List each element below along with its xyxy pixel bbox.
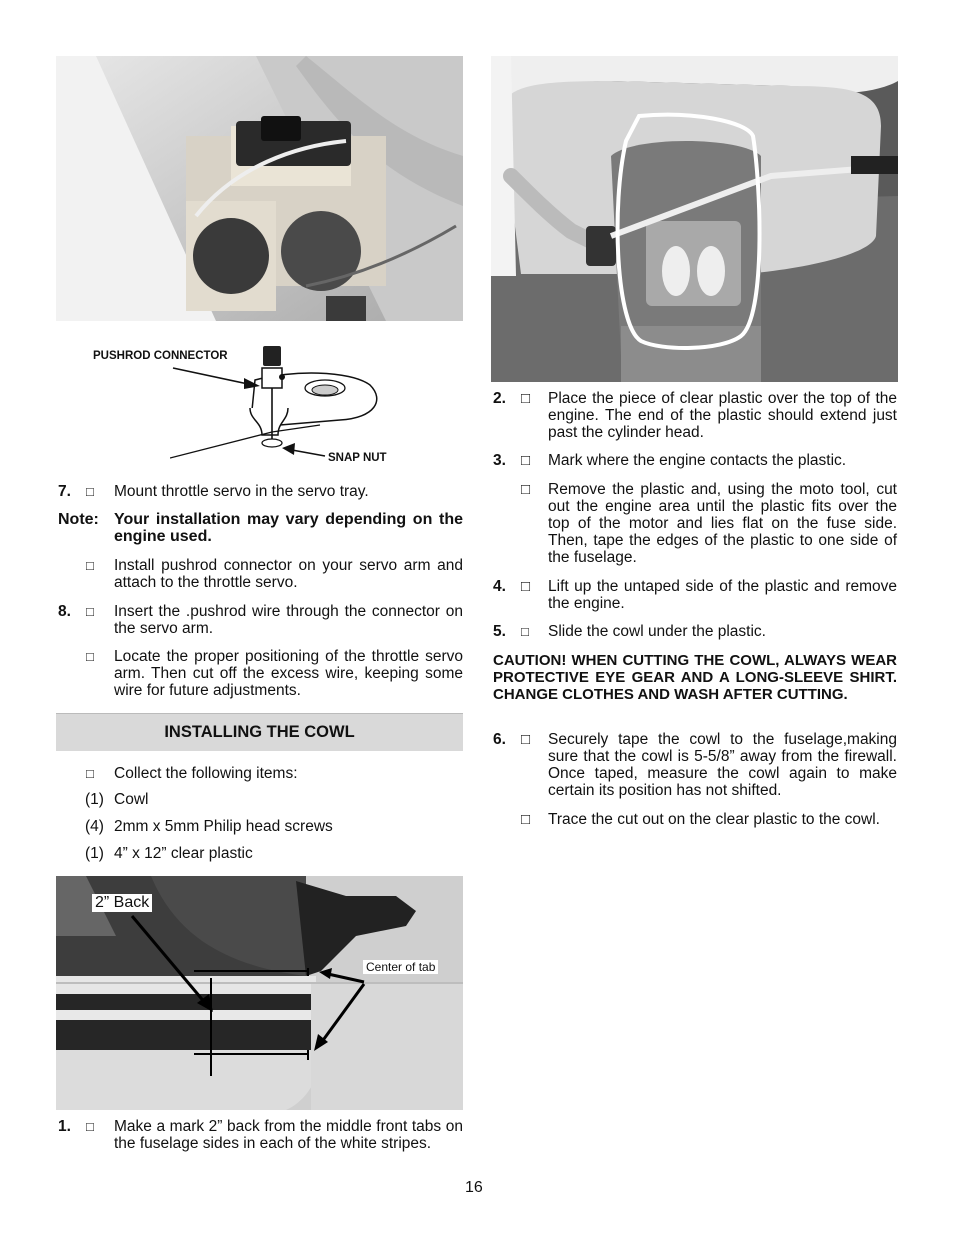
note-text: Your installation may vary depending on the engine used. [114,511,463,545]
step-3 [493,452,897,469]
checkbox-icon[interactable]: □ [86,558,94,573]
step-text: Insert the .pushrod wire through the connector on the servo arm. [114,603,463,637]
locate-step [58,648,463,699]
collect-step [58,765,463,782]
checkbox-icon[interactable]: □ [521,811,531,828]
step-2 [493,390,897,441]
pushrod-connector-diagram [170,340,385,460]
step-text: Locate the proper positioning of the throttle servo arm. Then cut off the excess wire, keeping some wire for future adjustments. [114,648,463,699]
parts-list-item [85,818,463,835]
checkbox-icon[interactable]: □ [521,481,531,498]
step-number: 8. [58,603,71,620]
step-text: Remove the plastic and, using the moto tool, cut out the engine area until the plastic fits over the top of the motor and lies flat on the fuse side. Then, tape the edges of the plastic to one side of the fuselage. [548,481,897,566]
checkbox-icon[interactable]: □ [521,390,531,407]
checkbox-icon[interactable]: □ [521,624,529,639]
step-text: Collect the following items: [114,765,298,782]
note-label: Note: [58,511,99,528]
note [58,511,463,545]
fuselage-stripes-photo [56,876,463,1110]
step-1 [58,1118,463,1152]
step-text: Securely tape the cowl to the fuselage,making sure that the cowl is 5-5/8” away from the firewall. Once taped, measure the cowl again to make certain its position has not shifted. [548,731,897,799]
remove-plastic-step [493,481,897,566]
trace-step [493,811,897,828]
install-connector-step [58,557,463,591]
step-text: Place the piece of clear plastic over the top of the engine. The end of the plastic should extend just past the cylinder head. [548,390,897,441]
section-title: INSTALLING THE COWL [164,723,355,741]
step-number: 5. [493,623,506,640]
parts-list-item [85,845,463,862]
checkbox-icon[interactable]: □ [86,766,94,781]
step-text: Mark where the engine contacts the plastic. [548,452,847,469]
item-name: 2mm x 5mm Philip head screws [114,818,333,835]
step-number: 6. [493,731,506,748]
parts-list-item [85,791,463,808]
item-name: Cowl [114,791,149,808]
pushrod-connector-label: PUSHROD CONNECTOR [93,350,228,362]
servo-tray-photo [56,56,463,321]
step-number: 3. [493,452,506,469]
step-4 [493,578,897,612]
step-text: Mount throttle servo in the servo tray. [114,483,369,500]
step-number: 4. [493,578,506,595]
step-7 [58,483,463,500]
item-name: 4” x 12” clear plastic [114,845,253,862]
step-text: Trace the cut out on the clear plastic to the cowl. [548,811,880,828]
checkbox-icon[interactable]: □ [521,452,531,469]
checkbox-icon[interactable]: □ [86,484,94,499]
checkbox-icon[interactable]: □ [86,1119,94,1134]
step-number: 1. [58,1118,71,1135]
step-number: 7. [58,483,71,500]
step-number: 2. [493,390,506,407]
checkbox-icon[interactable]: □ [521,578,531,595]
step-5 [493,623,897,640]
item-qty: (4) [85,818,104,835]
checkbox-icon[interactable]: □ [521,731,531,748]
section-header [56,713,463,751]
two-inch-back-label: 2” Back [92,894,152,912]
step-text: Make a mark 2” back from the middle front tabs on the fuselage sides in each of the white stripes. [114,1118,463,1152]
item-qty: (1) [85,791,104,808]
center-of-tab-label: Center of tab [363,960,438,974]
engine-plastic-photo [491,56,898,382]
item-qty: (1) [85,845,104,862]
step-text: Slide the cowl under the plastic. [548,623,766,640]
step-text: Lift up the untaped side of the plastic and remove the engine. [548,578,897,612]
step-6 [493,731,897,799]
checkbox-icon[interactable]: □ [86,604,94,619]
page-number: 16 [465,1179,483,1196]
caution-warning: CAUTION! WHEN CUTTING THE COWL, ALWAYS WEAR PROTECTIVE EYE GEAR AND A LONG-SLEEVE SHIRT. CHANGE CLOTHES AND WASH AFTER CUTTING. [493,652,897,703]
step-text: Install pushrod connector on your servo arm and attach to the throttle servo. [114,557,463,591]
checkbox-icon[interactable]: □ [86,649,94,664]
snap-nut-label: SNAP NUT [328,452,387,464]
step-8 [58,603,463,637]
